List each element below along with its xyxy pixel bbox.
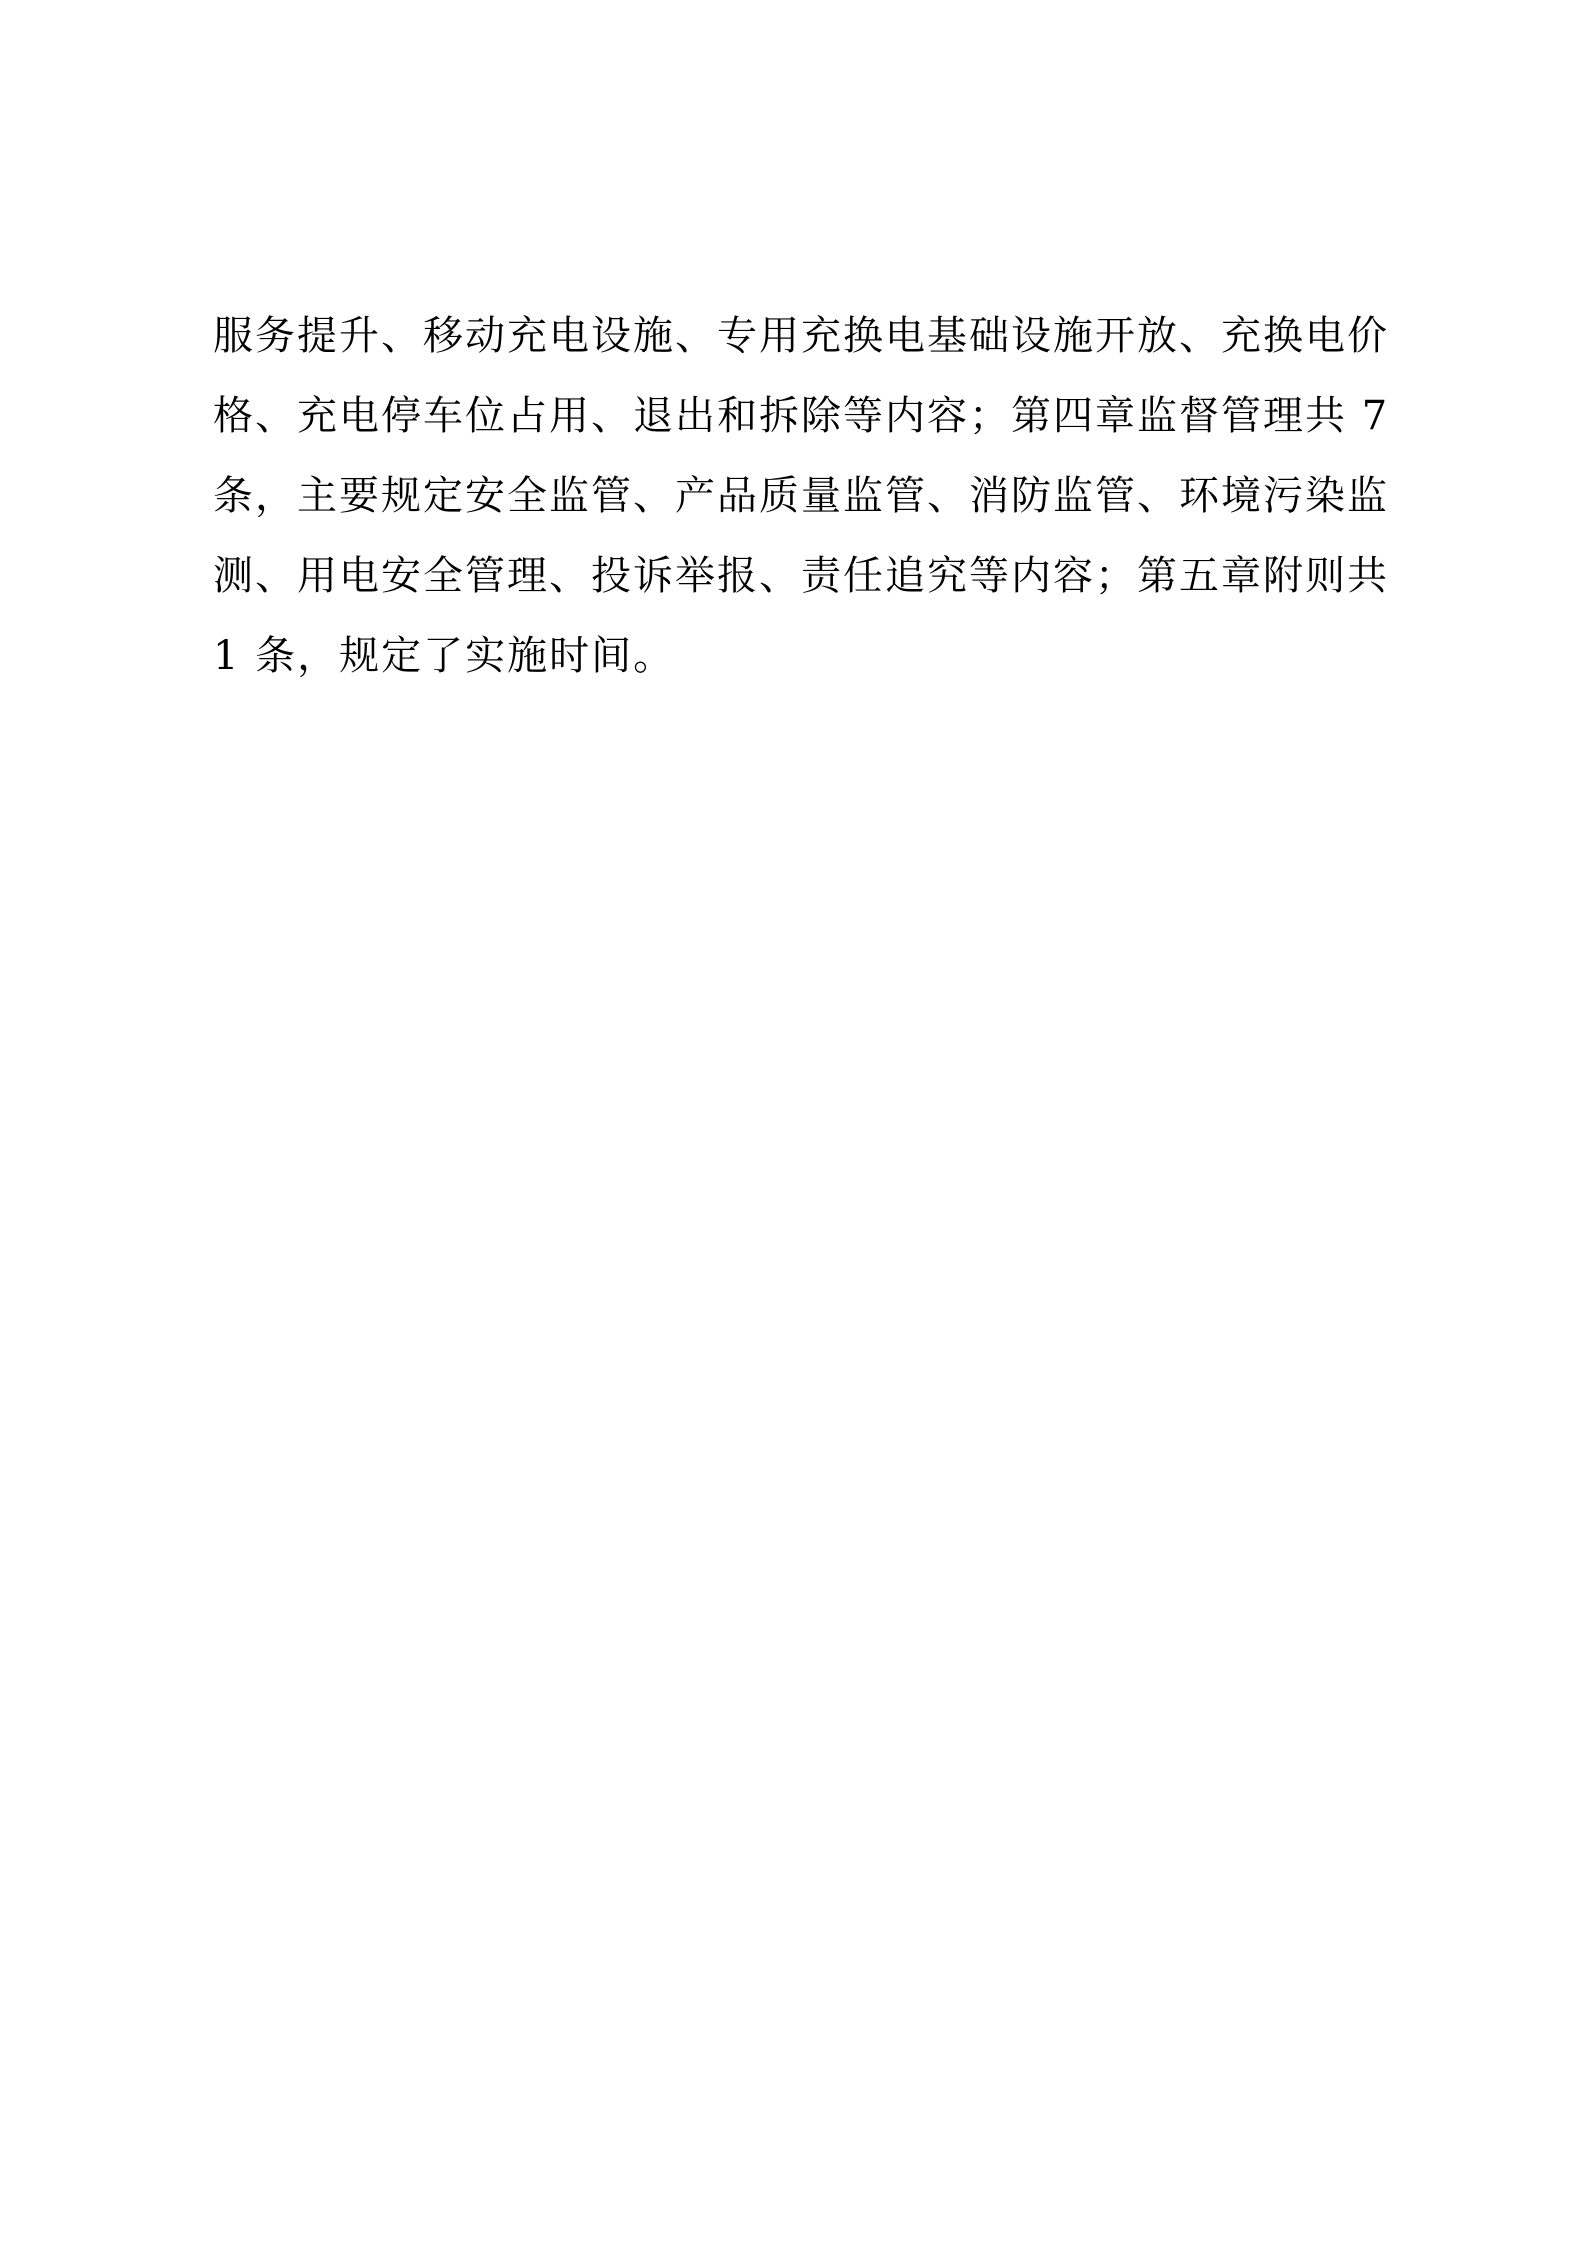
paragraph-line: 条，主要规定安全监管、产品质量监管、消防监管、环境污染监 [213,473,1389,519]
paragraph-line: 格、充电停车位占用、退出和拆除等内容；第四章监督管理共 7 [213,393,1390,439]
body-paragraph [213,296,1393,696]
paragraph-line: 测、用电安全管理、投诉举报、责任追究等内容；第五章附则共 [213,553,1389,599]
paragraph-line: 服务提升、移动充电设施、专用充换电基础设施开放、充换电价 [213,313,1389,359]
paragraph-line: 1 条，规定了实施时间。 [213,633,676,679]
